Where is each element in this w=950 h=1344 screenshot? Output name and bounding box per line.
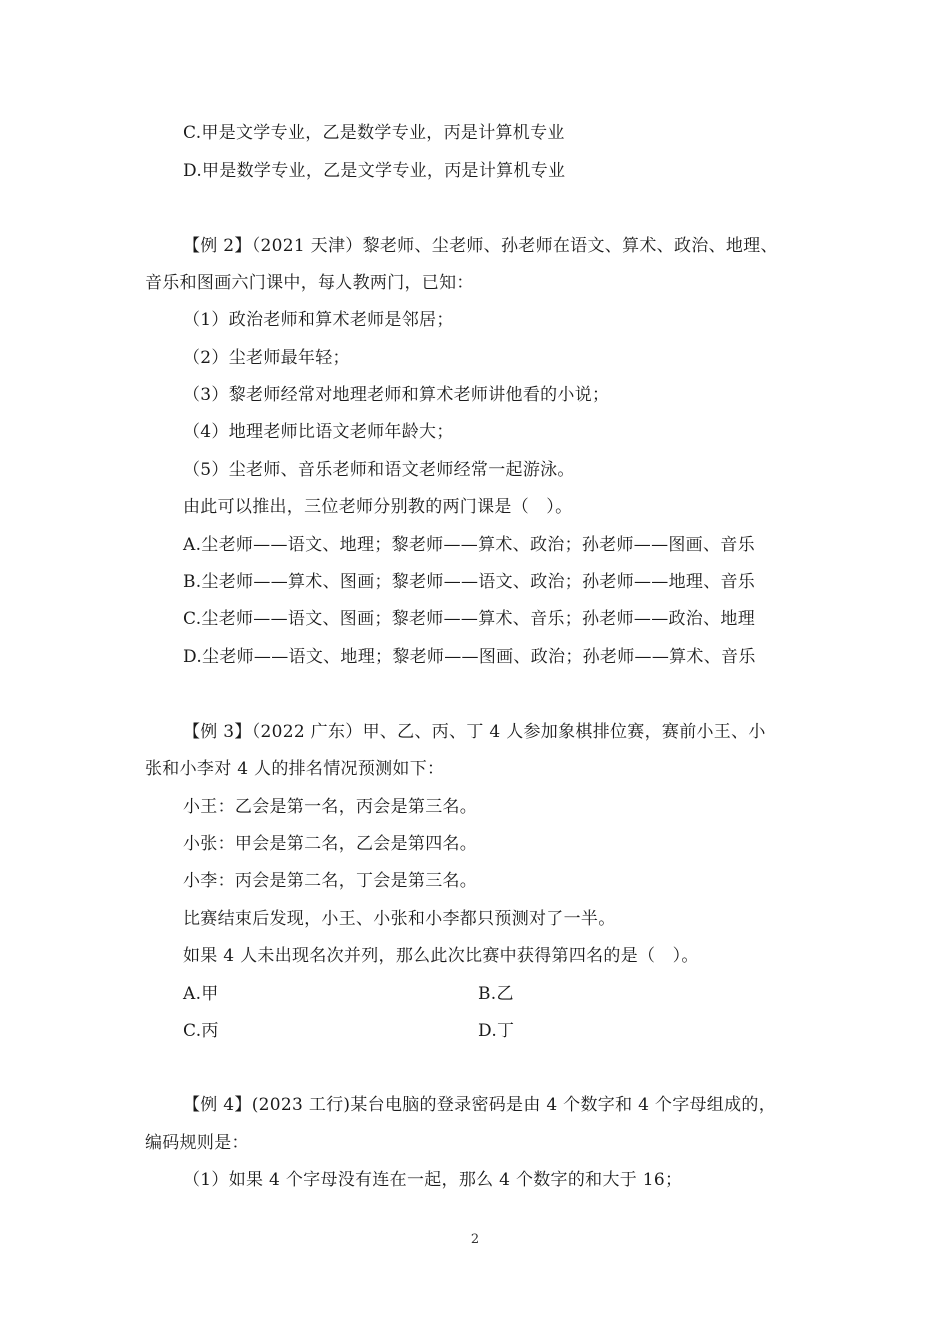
example3-option-c: C.丙 [183,1021,219,1041]
example3-stem-line2: 张和小李对 4 人的排名情况预测如下： [145,759,445,779]
example2-option-d: D.尘老师——语文、地理；黎老师——图画、政治；孙老师——算术、音乐 [183,647,756,667]
example3-option-b: B.乙 [478,984,514,1004]
example2-option-b: B.尘老师——算术、图画；黎老师——语文、政治；孙老师——地理、音乐 [183,572,756,592]
example3-prediction-zhang: 小张：甲会是第二名，乙会是第四名。 [183,834,478,854]
example2-condition-2: （2）尘老师最年轻； [183,348,350,368]
page-number: 2 [470,1232,480,1247]
example1-option-d: D.甲是数学专业，乙是文学专业，丙是计算机专业 [183,161,566,181]
example3-prediction-li: 小李：丙会是第二名，丁会是第三名。 [183,871,478,891]
example4-stem-line1: 【例 4】(2023 工行)某台电脑的登录密码是由 4 个数字和 4 个字母组成的， [183,1095,776,1115]
example4-stem-line2: 编码规则是： [145,1133,249,1153]
example3-question: 如果 4 人未出现名次并列，那么此次比赛中获得第四名的是（ ）。 [183,946,699,966]
example2-condition-4: （4）地理老师比语文老师年龄大； [183,422,454,442]
example3-option-d: D.丁 [478,1021,515,1041]
example2-option-c: C.尘老师——语文、图画；黎老师——算术、音乐；孙老师——政治、地理 [183,609,756,629]
example2-condition-5: （5）尘老师、音乐老师和语文老师经常一起游泳。 [183,460,575,480]
example3-finding: 比赛结束后发现，小王、小张和小李都只预测对了一半。 [183,909,616,929]
example2-condition-3: （3）黎老师经常对地理老师和算术老师讲他看的小说； [183,385,610,405]
example3-option-a: A.甲 [183,984,219,1004]
example4-condition-1: （1）如果 4 个字母没有连在一起，那么 4 个数字的和大于 16； [183,1170,683,1190]
example2-option-a: A.尘老师——语文、地理；黎老师——算术、政治；孙老师——图画、音乐 [183,535,755,555]
example2-question: 由此可以推出，三位老师分别教的两门课是（ ）。 [183,497,573,517]
example1-option-c: C.甲是文学专业，乙是数学专业，丙是计算机专业 [183,123,565,143]
example3-stem-line1: 【例 3】（2022 广东）甲、乙、丙、丁 4 人参加象棋排位赛，赛前小王、小 [183,722,766,742]
example2-stem-line2: 音乐和图画六门课中，每人教两门，已知： [145,273,474,293]
example2-stem-line1: 【例 2】（2021 天津）黎老师、尘老师、孙老师在语文、算术、政治、地理、 [183,236,778,256]
example2-condition-1: （1）政治老师和算术老师是邻居； [183,310,454,330]
example3-prediction-wang: 小王：乙会是第一名，丙会是第三名。 [183,797,478,817]
